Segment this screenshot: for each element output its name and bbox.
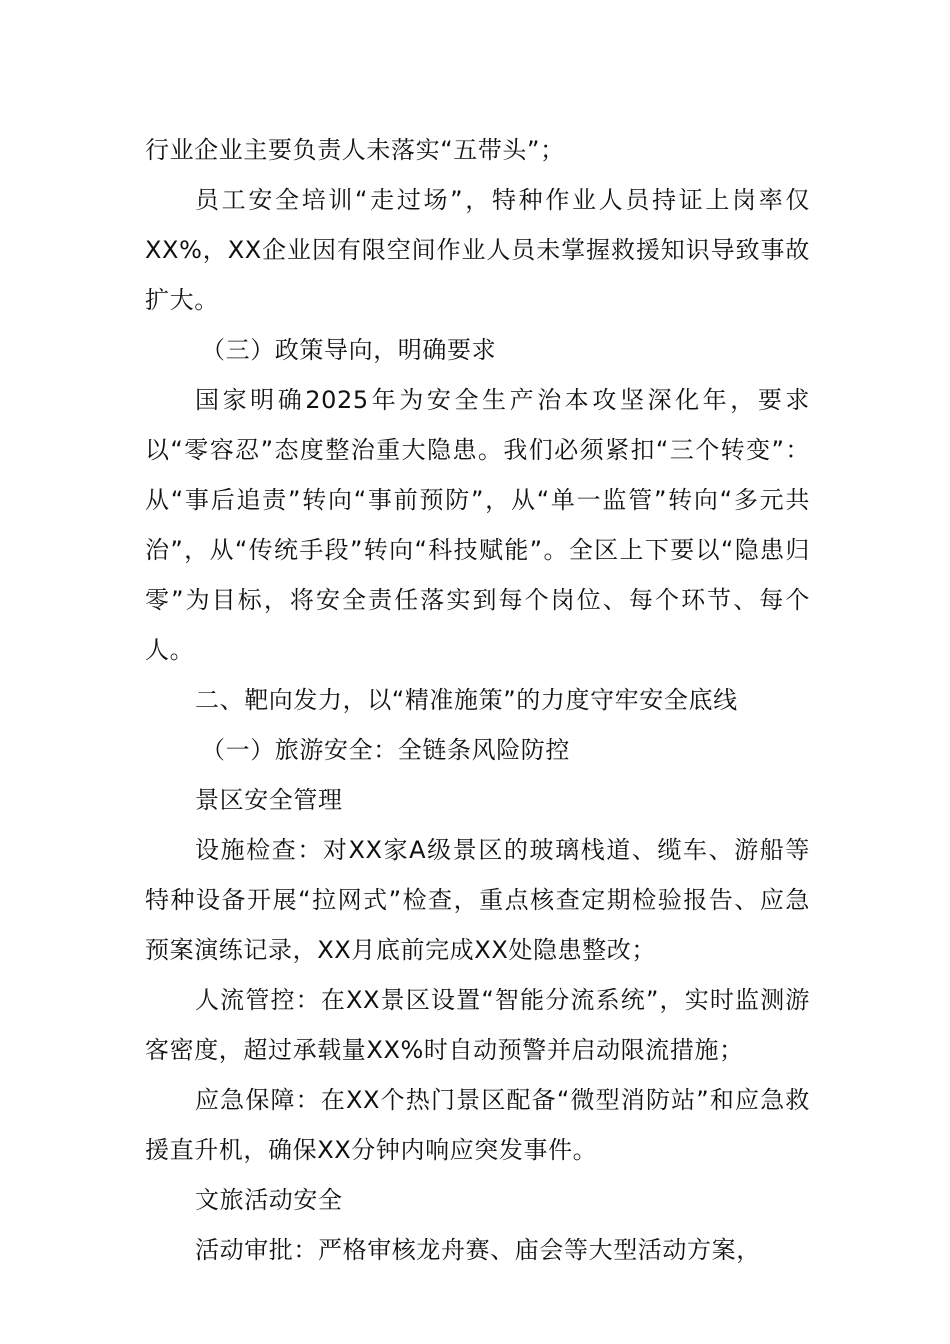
- section-heading-policy: （三）政策导向，明确要求: [201, 336, 497, 364]
- paragraph-policy: 国家明确2025年为安全生产治本攻坚深化年，要求以“零容忍”态度整治重大隐患。我们必须紧扣“三个转变”：从“事后追责”转向“事前预防”，从“单一监管”转向“多元共治”，从“传统手段”转向“科技赋能”。全区上下要以“隐患归零”为目标，将安全责任落实到每个岗位、每个环节、每个人。: [145, 386, 810, 664]
- subheading-scenic-safety: 景区安全管理: [195, 786, 343, 814]
- chapter-heading-two: 二、靶向发力，以“精准施策”的力度守牢安全底线: [195, 686, 738, 714]
- paragraph-continuation: 行业企业主要负责人未落实“五带头”；: [145, 136, 565, 164]
- document-page: [145, 125, 810, 1275]
- section-heading-tourism: （一）旅游安全：全链条风险防控: [201, 736, 570, 764]
- paragraph-crowd-control: 人流管控：在XX景区设置“智能分流系统”，实时监测游客密度，超过承载量XX%时自动预警并启动限流措施；: [145, 986, 810, 1064]
- paragraph-training: 员工安全培训“走过场”，特种作业人员持证上岗率仅XX%，XX企业因有限空间作业人员未掌握救援知识导致事故扩大。: [145, 186, 810, 314]
- paragraph-emergency: 应急保障：在XX个热门景区配备“微型消防站”和应急救援直升机，确保XX分钟内响应突发事件。: [145, 1086, 810, 1164]
- subheading-event-safety: 文旅活动安全: [195, 1186, 343, 1214]
- paragraph-event-approval: 活动审批：严格审核龙舟赛、庙会等大型活动方案，: [195, 1236, 761, 1264]
- paragraph-facility-check: 设施检查：对XX家A级景区的玻璃栈道、缆车、游船等特种设备开展“拉网式”检查，重点核查定期检验报告、应急预案演练记录，XX月底前完成XX处隐患整改；: [145, 836, 810, 964]
